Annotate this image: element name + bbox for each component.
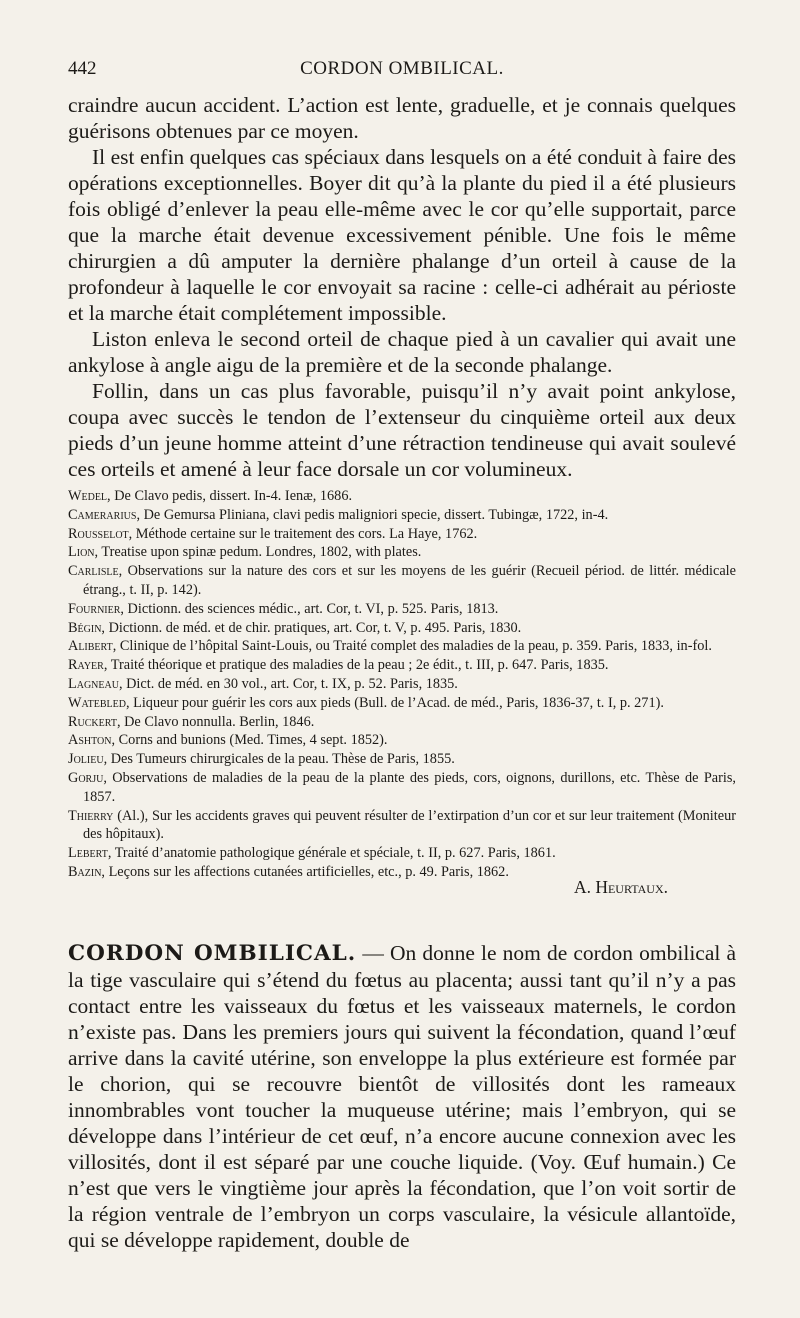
bibliography-author: Lebert: [68, 845, 108, 862]
bibliography-text: , Clinique de l’hôpital Saint-Louis, ou Traité complet des maladies de la peau, p. 359. Paris, 1833, in-fol.: [112, 638, 712, 655]
bibliography-text: , Traité d’anatomie pathologique générale et spéciale, t. II, p. 627. Paris, 1861.: [107, 845, 556, 862]
bibliography-entry: [68, 525, 736, 544]
bibliography-text: , Treatise upon spinæ pedum. Londres, 1802, with plates.: [94, 544, 422, 561]
paragraph: Follin, dans un cas plus favorable, puisqu’il n’y avait point ankylose, coupa avec succès le tendon de l’extenseur du cinquième orteil aux deux pieds d’un jeune homme atteint d’une rétraction tendineuse qui avait soulevé ces orteils et amené à leur face dorsale un cor volumineux.: [68, 379, 736, 481]
bibliography-author: Thierry: [68, 807, 114, 824]
bibliography-entry: [68, 656, 736, 675]
bibliography-author: Bégin: [68, 619, 102, 636]
page-header: [68, 58, 736, 84]
bibliography-author: Ruckert: [68, 713, 117, 730]
paragraph: craindre aucun accident. L’action est lente, graduelle, et je connais quelques guérisons obtenues par ce moyen.: [68, 93, 736, 143]
paragraph: Il est enfin quelques cas spéciaux dans lesquels on a été conduit à faire des opérations exceptionnelles. Boyer dit qu’à la plante du pied il a été plusieurs fois obligé d’enlever la peau elle-même avec le cor qu’elle supportait, parce que la marche était devenue excessivement pénible. Une fois le même chirurgien a dû amputer la dernière phalange d’un orteil à cause de la profondeur à laquelle le cor envoyait sa racine : celle-ci adhérait au périoste et la marche était complétement impossible.: [68, 145, 736, 325]
bibliography-entry: [68, 619, 736, 638]
bibliography-author: Jolieu: [68, 751, 104, 768]
bibliography-author: Wedel: [68, 488, 108, 504]
bibliography-entry: [68, 600, 736, 619]
bibliography-text: , Corns and bunions (Med. Times, 4 sept. 1852).: [111, 732, 388, 749]
paragraph: Liston enleva le second orteil de chaque pied à un cavalier qui avait une ankylose à angle aigu de la première et de la seconde phalange.: [68, 327, 736, 377]
bibliography-author: Lion: [68, 544, 95, 561]
bibliography-author: Fournier: [68, 600, 121, 617]
article-headword: CORDON OMBILICAL.: [68, 941, 357, 966]
bibliography-text: , Liqueur pour guérir les cors aux pieds (Bull. de l’Acad. de méd., Paris, 1836-37, t. I, p. 271).: [125, 694, 664, 711]
bibliography-author: Camerarius: [68, 506, 137, 523]
bibliography-text: , Observations sur la nature des cors et sur les moyens de les guérir (Recueil périod. de littér. médicale étrang., t. II, p. 142).: [83, 563, 736, 598]
bibliography-author: Watebled: [68, 694, 126, 711]
bibliography: [68, 487, 736, 882]
bibliography-entry: [68, 807, 736, 845]
bibliography-text: , Leçons sur les affections cutanées artificielles, etc., p. 49. Paris, 1862.: [101, 863, 509, 880]
page-number: 442: [68, 58, 97, 79]
bibliography-author: Alibert: [68, 638, 113, 655]
bibliography-entry: [68, 675, 736, 694]
bibliography-text: , Dictionn. de méd. et de chir. pratiques, art. Cor, t. V, p. 495. Paris, 1830.: [101, 619, 522, 636]
bibliography-author: Rousselot: [68, 525, 129, 542]
bibliography-text: , Méthode certaine sur le traitement des cors. La Haye, 1762.: [128, 525, 478, 542]
bibliography-entry: [68, 506, 736, 525]
bibliography-entry: [68, 769, 736, 807]
bibliography-entry: [68, 844, 736, 863]
bibliography-author: Gorju: [68, 769, 104, 786]
bibliography-entry: [68, 543, 736, 562]
bibliography-entry: [68, 562, 736, 600]
article-paragraph: [68, 940, 736, 1253]
bibliography-entry: [68, 637, 736, 656]
bibliography-author: Bazin: [68, 863, 102, 880]
bibliography-author: Carlisle: [68, 563, 119, 580]
upper-body-text: [68, 92, 736, 482]
article-text: — On donne le nom de cordon ombilical à la tige vasculaire qui s’étend du fœtus au placenta; aussi tant qu’il n’y a pas contact entre les vaisseaux du fœtus et les vaisseaux maternels, le cordon n’existe pas. Dans les premiers jours qui suivent la fécondation, quand l’œuf arrive dans la cavité utérine, son enveloppe la plus extérieure est formée par le chorion, qui se recouvre bientôt de villosités dont les rameaux innombrables vont toucher la muqueuse utérine; mais l’embryon, qui se développe dans l’intérieur de cet œuf, n’a encore aucune connexion avec les villosités, dont il est séparé par une couche liquide. (Voy. Œuf humain.) Ce n’est que vers le vingtième jour après la fécondation, que l’on voit sortir de la région ventrale de l’embryon un corps vasculaire, la vésicule allantoïde, qui se développe rapidement, double de: [68, 941, 736, 1252]
lower-body-text: [68, 940, 736, 1253]
bibliography-text: , De Clavo pedis, dissert. In-4. Ienæ, 1686.: [107, 488, 353, 504]
bibliography-entry: [68, 694, 736, 713]
bibliography-entry: [68, 731, 736, 750]
bibliography-text: , Dictionn. des sciences médic., art. Cor, t. VI, p. 525. Paris, 1813.: [120, 600, 499, 617]
bibliography-text: , Des Tumeurs chirurgicales de la peau. Thèse de Paris, 1855.: [103, 751, 455, 768]
bibliography-entry: [68, 487, 736, 506]
bibliography-author: Ashton: [68, 732, 112, 749]
bibliography-text: , De Clavo nonnulla. Berlin, 1846.: [116, 713, 315, 730]
running-title: CORDON OMBILICAL.: [300, 58, 504, 79]
bibliography-text: , De Gemursa Pliniana, clavi pedis maligniori specie, dissert. Tubingæ, 1722, in-4.: [136, 506, 609, 523]
bibliography-text: (Al.), Sur les accidents graves qui peuvent résulter de l’extirpation d’un cor et sur leur traitement (Moniteur des hôpitaux).: [83, 807, 736, 843]
bibliography-author: Lagneau: [68, 675, 119, 692]
author-signature: A. Heurtaux.: [573, 877, 668, 897]
bibliography-entry: [68, 713, 736, 732]
bibliography-text: , Observations de maladies de la peau de la plante des pieds, cors, oignons, durillons, etc. Thèse de Paris, 1857.: [83, 769, 736, 805]
bibliography-author: Rayer: [68, 657, 104, 674]
bibliography-entry: [68, 750, 736, 769]
bibliography-text: , Traité théorique et pratique des maladies de la peau ; 2e édit., t. III, p. 647. Paris, 1835.: [103, 657, 609, 674]
bibliography-text: , Dict. de méd. en 30 vol., art. Cor, t. IX, p. 52. Paris, 1835.: [118, 675, 458, 692]
